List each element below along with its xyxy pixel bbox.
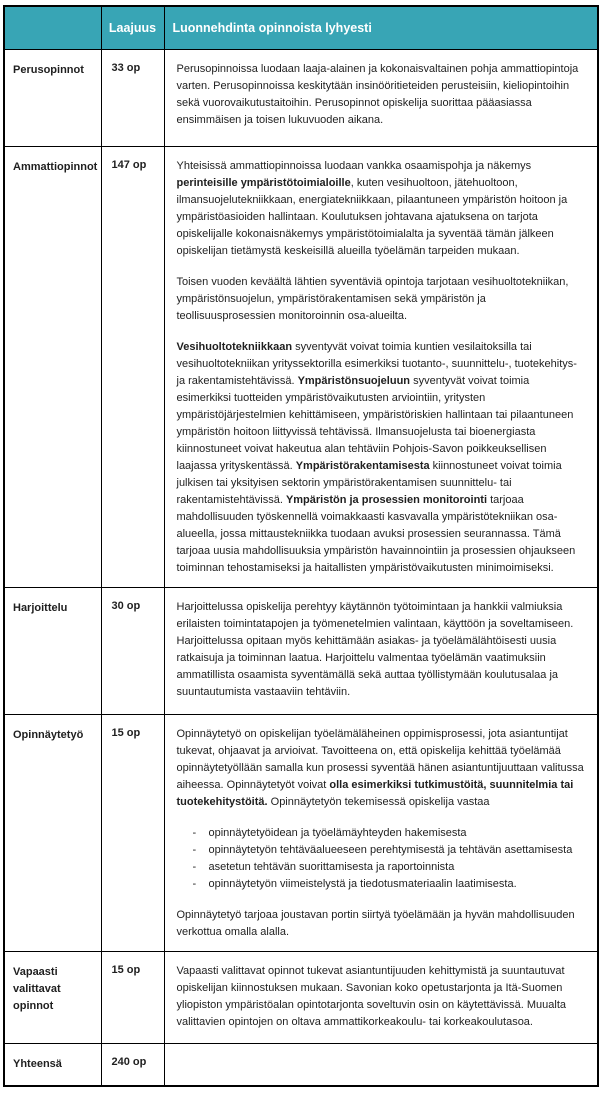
row-label: Yhteensä [4,1043,101,1086]
description-paragraph [177,907,586,941]
table-body [4,49,598,1086]
body-text: , kuten vesihuoltoon, jätehuoltoon, ilmansuojelutekniikkaan, energiatekniikkaan, pilaantuneen ympäristön hoitoon ja ympäristöasioiden hallintaan. Koulutuksen johtavana ajatuksena on tarjota opiskelijalle kokonaisnäkemys ympäristötoimialalta ja syventää tämän jälkeen opiskelijan tietämystä keskeisillä alueilla työelämän tarpeiden mukaan. [176,176,568,257]
bold-text: perinteisille ympäristötoimialoille [176,176,351,189]
table-header [4,6,598,49]
description-paragraph [177,61,586,129]
table-row [4,587,598,714]
description-paragraph [177,599,586,701]
row-label: Ammattiopinnot [4,146,101,587]
bold-text: olla esimerkiksi tutkimustöitä, suunnitelmia tai tuotekehitystöitä. [176,778,574,808]
table-row [4,951,598,1043]
body-text: Opinnäytetyö on opiskelijan työelämäläheinen oppimisprosessi, jota asiantuntijat tukevat, ohjaavat ja arvioivat. Tavoitteena on, että opiskelija kehittää työelämää opinnäytetyöllään samalla kun prosessi syventää hänen asiantuntijuuttaan valitussa aiheessa. Opinnäytetyöt voivat [176,727,584,791]
row-description [164,1043,598,1086]
table-row [4,146,598,587]
bold-text: Ympäristön ja prosessien monitorointi [285,493,488,506]
body-text: Opinnäytetyö tarjoaa joustavan portin siirtyä työelämään ja hyvän mahdollisuuden verkottua omalla alalla. [176,908,575,938]
body-text: Vapaasti valittavat opinnot tukevat asiantuntijuuden kehittymistä ja suuntautuvat opiskelijan kiinnostuksen mukaan. Savonian koko opetustarjonta ja Itä-Suomen yliopiston ympäristöalan opintotarjonta soveltuvin osin on käytettävissä. Muualta valittavien opintojen on oltava ammattikorkeakoulu- tai korkeakoulutasoa. [176,964,566,1028]
row-description [164,714,598,951]
body-text: kiinnostuneet voivat toimia julkisen tai yksityisen sektorin ympäristörakentamisen suunnittelu- tai rakentamistehtävissä. [176,459,562,506]
bullet-item [193,859,586,876]
row-label: Perusopinnot [4,49,101,146]
bullet-text: - opinnäytetyön tehtäväalueeseen perehtymisestä ja tehtävän asettamisesta [208,843,573,856]
table-row [4,714,598,951]
row-credits: 15 op [101,951,164,1043]
row-credits: 15 op [101,714,164,951]
body-text: Perusopinnoissa luodaan laaja-alainen ja kokonaisvaltainen pohja ammattiopintoja varten. Perusopinnoissa keskitytään insinööritieteiden perusteisiin, kieliopintoihin sekä vuorovaikutustaitoihin. Perusopinnot opiskelija suorittaa pääasiassa ensimmäisen ja toisen lukuvuoden aikana. [176,62,579,126]
row-label: Vapaasti valittavat opinnot [4,951,101,1043]
body-text: Opinnäytetyön tekemisessä opiskelija vastaa [267,795,490,808]
bullet-list [177,825,586,893]
table-row [4,1043,598,1086]
bullet-item [193,825,586,842]
header-cell-laajuus: Laajuus [101,6,164,49]
body-text: syventyvät voivat toimia esimerkiksi tuotteiden ympäristövaikutusten arviointiin, yritysten ympäristöjärjestelmien kehittämiseen, ympäristöriskien hallintaan tai pilaantuneen ympäristön hoitoon liittyvissä tehtävissä. Ilmansuojelusta tai bioenergiasta kiinnostuneet voivat hakeutua alan tehtäviin Pohjois-Savon poikkeuksellisen laajassa yrityskentässä. [176,374,574,472]
row-label: Opinnäytetyö [4,714,101,951]
description-paragraph [177,274,586,325]
table-row [4,49,598,146]
bold-text: Ympäristönsuojeluun [297,374,411,387]
curriculum-table [3,5,599,1087]
header-cell-description: Luonnehdinta opinnoista lyhyesti [164,6,598,49]
row-description [164,587,598,714]
row-description [164,951,598,1043]
body-text: Yhteisissä ammattiopinnoissa luodaan vankka osaamispohja ja näkemys [176,159,532,172]
body-text: Harjoittelussa opiskelija perehtyy käytännön työtoimintaan ja hankkii valmiuksia erilaisten toimintatapojen ja työmenetelmien valintaan, käyttöön ja soveltamiseen. Harjoittelussa opitaan myös kehittämään asiakas- ja työelämälähtöisesti uusia ratkaisuja ja toiminnan laatua. Harjoittelu valmentaa työelämän vaatimuksiin ammatillista osaamista syventämällä sekä auttaa työllistymään koulutusalaa ja suuntautumista vastaaviin tehtäviin. [176,600,574,698]
header-row [4,6,598,49]
row-credits: 30 op [101,587,164,714]
bold-text: Vesihuoltotekniikkaan [176,340,293,353]
row-label: Harjoittelu [4,587,101,714]
description-paragraph [177,339,586,577]
bullet-text: - opinnäytetyön viimeistelystä ja tiedotusmateriaalin laatimisesta. [208,877,517,890]
description-paragraph [177,726,586,811]
bullet-item [193,842,586,859]
header-cell-empty [4,6,101,49]
bullet-item [193,876,586,893]
row-description [164,146,598,587]
row-description [164,49,598,146]
body-text: syventyvät voivat toimia kuntien vesilaitoksilla tai vesihuoltotekniikan yrityssektorilla esimerkiksi tuotanto-, suunnittelu-, tuotekehitys- ja rakentamistehtävissä. [176,340,577,387]
row-credits: 147 op [101,146,164,587]
bullet-text: - asetetun tehtävän suorittamisesta ja raportoinnista [208,860,455,873]
description-paragraph [177,963,586,1031]
row-credits: 240 op [101,1043,164,1086]
description-paragraph [177,158,586,260]
row-credits: 33 op [101,49,164,146]
body-text: Toisen vuoden keväältä lähtien syventäviä opintoja tarjotaan vesihuoltotekniikan, ympäristönsuojelun, ympäristörakentamisen sekä ympäristön ja teollisuusprosessien monitoroinnin osa-alueilta. [176,275,569,322]
bullet-text: - opinnäytetyöidean ja työelämäyhteyden hakemisesta [208,826,467,839]
bold-text: Ympäristörakentamisesta [295,459,430,472]
body-text: tarjoaa mahdollisuuden työskennellä voimakkaasti kasvavalla ympäristötekniikan osa-alueella, jossa mittaustekniikka tuodaan avuksi prosessien seurannassa. Tämä tarjoaa uusia mahdollisuuksia ympäristön havainnointiin ja prosessien ohjaukseen toiminnan tehostamiseksi ja haitallisten ympäristövaikutusten minimoimiseksi. [176,493,576,574]
